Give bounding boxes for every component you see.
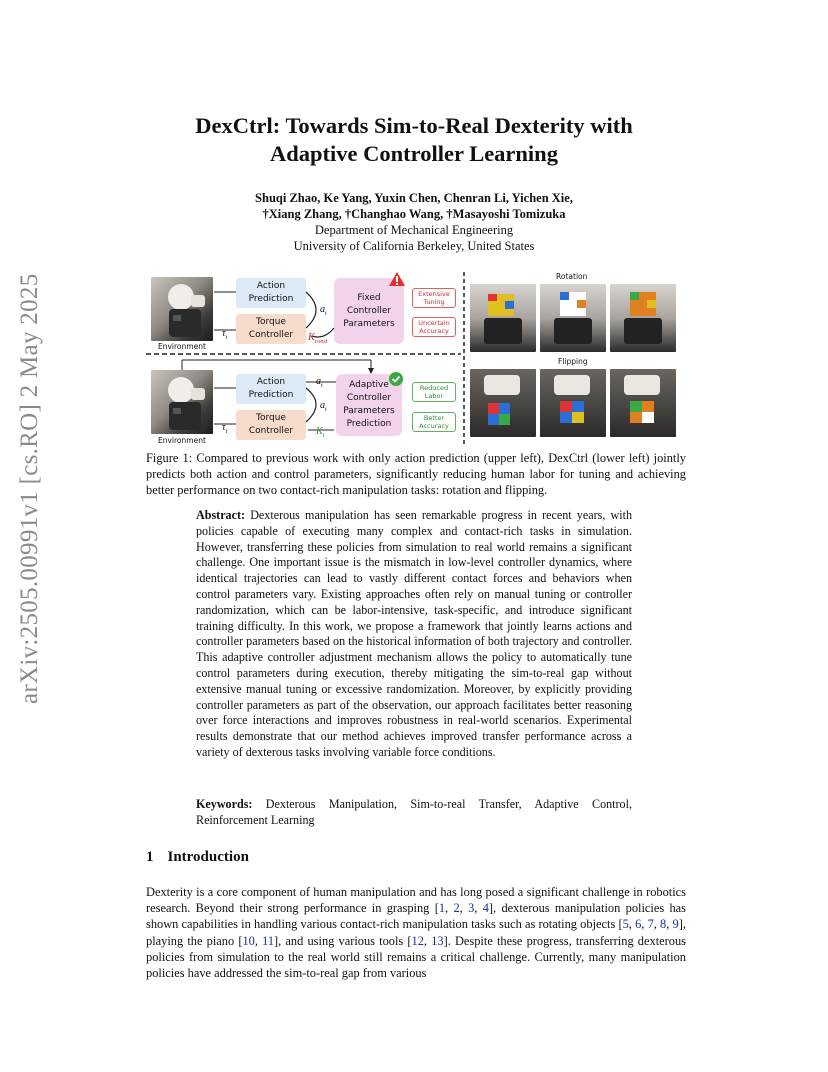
small-cube-icon [540,369,606,437]
rotation-photo-2 [540,284,606,352]
citation-link[interactable]: 11 [262,933,275,948]
action-prediction-box-bottom: Action Prediction [236,374,306,404]
citation-link[interactable]: 13 [431,933,444,948]
symbol-k-t: $K_t$ [316,426,325,439]
authors-line-1: Shuqi Zhao, Ke Yang, Yuxin Chen, Chenran Li, Yichen Xie, [255,191,573,205]
citation-link[interactable]: 1 [438,901,446,916]
figure-caption: Figure 1: Compared to previous work with only action prediction (upper left), DexCtrl (lower left) jointly predicts both action and control parameters, significantly reducing human labor for tuning and achieving better performance on two contact-rich manipulation tasks: rotation and flipping. [146,451,686,497]
tag-better-accuracy: Better Accuracy [412,412,456,432]
department: Department of Mechanical Engineering [314,223,514,237]
flipping-photo-3 [610,369,676,437]
intro-paragraph: Dexterity is a core component of human manipulation and has long posed a significant challenge in robotics research. Beyond their strong performance in grasping [1, 2, 3, 4], dexterous manipulation policies has shown capabilities in handling various contact-rich manipulation tasks such as rotating objects [5, 6, 7, 8, 9], playing the piano [10, 11], and using various tools [12, 13]. Despite these progress, transferring dexterous policies from simulation to the real world still remains a critical challenge. Currently, many manipulation policies have addressed the sim-to-real gap from various [146,885,686,981]
citation-link[interactable]: 4 [482,901,489,916]
rubiks-cube-icon [470,284,536,352]
torque-controller-box-top: Torque Controller [236,314,306,344]
abstract-text: Dexterous manipulation has seen remarkable progress in recent years, with policies capable of executing many complex and contact-rich tasks in simulation. However, transferring these policies from simulation to real world remains a significant challenge. One important issue is the mismatch in low-level controller dynamics, where identical trajectories can lead to vastly different contact forces and behaviors when control parameters vary. Existing approaches often rely on manual tuning or controller randomization, which can be labor-intensive, task-specific, and introduce significant training difficulty. In this work, we propose a framework that jointly learns actions and controller parameters based on the historical information of both trajectory and controller. This adaptive controller adjustment mechanism allows the policy to automatically tune control parameters during execution, thereby mitigating the sim-to-real gap without extensive manual tuning or excessive randomization. Moreover, by explicitly providing controller parameters as part of the observation, our approach facilitates better reasoning over force interactions and improves robustness in real-world scenarios. Experimental results demonstrate that our method achieves improved transfer performance across a variety of dexterous tasks involving variable force conditions. [196,508,632,759]
torque-controller-box-bottom: Torque Controller [236,410,306,440]
citation-link[interactable]: 6 [635,917,642,932]
citation-link[interactable]: 9 [672,917,679,932]
title-line-1: DexCtrl: Towards Sim-to-Real Dexterity with [195,113,633,138]
symbol-a-t-bottom-2: $a_t$ [320,400,327,413]
university: University of California Berkeley, United States [293,239,535,253]
warning-icon [389,272,405,286]
citation-link[interactable]: 8 [660,917,667,932]
environment-label-top: Environment [158,342,206,351]
check-icon [389,372,403,386]
action-prediction-box-top: Action Prediction [236,278,306,308]
citation-link[interactable]: 10 [242,933,255,948]
title-line-2: Adaptive Controller Learning [270,141,558,166]
citation-link[interactable]: 7 [647,917,654,932]
small-cube-icon [470,369,536,437]
rubiks-cube-icon [610,284,676,352]
flipping-photo-2 [540,369,606,437]
tag-extensive-tuning: Extensive Tuning [412,288,456,308]
symbol-tau-top: $\tau_t$ [222,328,228,341]
citation-link[interactable]: 3 [468,901,475,916]
flipping-label: Flipping [558,357,588,366]
tag-reduced-labor: Reduced Labor [412,382,456,402]
keywords-label: Keywords: [196,797,253,811]
tag-uncertain-accuracy: Uncertain Accuracy [412,317,456,337]
rotation-photo-1 [470,284,536,352]
rotation-photo-3 [610,284,676,352]
abstract-label: Abstract: [196,508,246,522]
citation-link[interactable]: 12 [411,933,424,948]
paper-title [140,112,688,168]
robot-hand-photo-bottom [151,370,213,434]
section-title: Introduction [167,849,249,865]
adaptive-controller-params-box: Adaptive Controller Parameters Prediction [336,374,402,436]
section-number: 1 [146,849,154,865]
keywords-text: Dexterous Manipulation, Sim-to-real Transfer, Adaptive Control, Reinforcement Learning [196,797,632,827]
figure-1 [146,270,686,448]
symbol-a-t-top: $a_t$ [320,304,327,317]
citation-link[interactable]: 2 [453,901,460,916]
fixed-controller-params-box: Fixed Controller Parameters [334,278,404,344]
author-block [140,190,688,254]
rubiks-cube-icon [540,284,606,352]
keywords [196,797,632,829]
environment-label-bottom: Environment [158,436,206,445]
flipping-photo-1 [470,369,536,437]
symbol-k-const: $K_{const}$ [308,332,328,345]
symbol-tau-bottom: $\tau_t$ [222,422,228,435]
rotation-label: Rotation [556,272,588,281]
robot-hand-illustration-bottom [151,370,213,434]
abstract [196,508,632,761]
small-cube-icon [610,369,676,437]
authors-line-2: †Xiang Zhang, †Changhao Wang, †Masayoshi Tomizuka [262,207,566,221]
symbol-a-t-bottom-1: $a_t$ [316,376,323,389]
arxiv-stamp: arXiv:2505.00991v1 [cs.RO] 2 May 2025 [16,273,43,704]
section-heading [146,849,249,866]
citation-link[interactable]: 5 [622,917,629,932]
